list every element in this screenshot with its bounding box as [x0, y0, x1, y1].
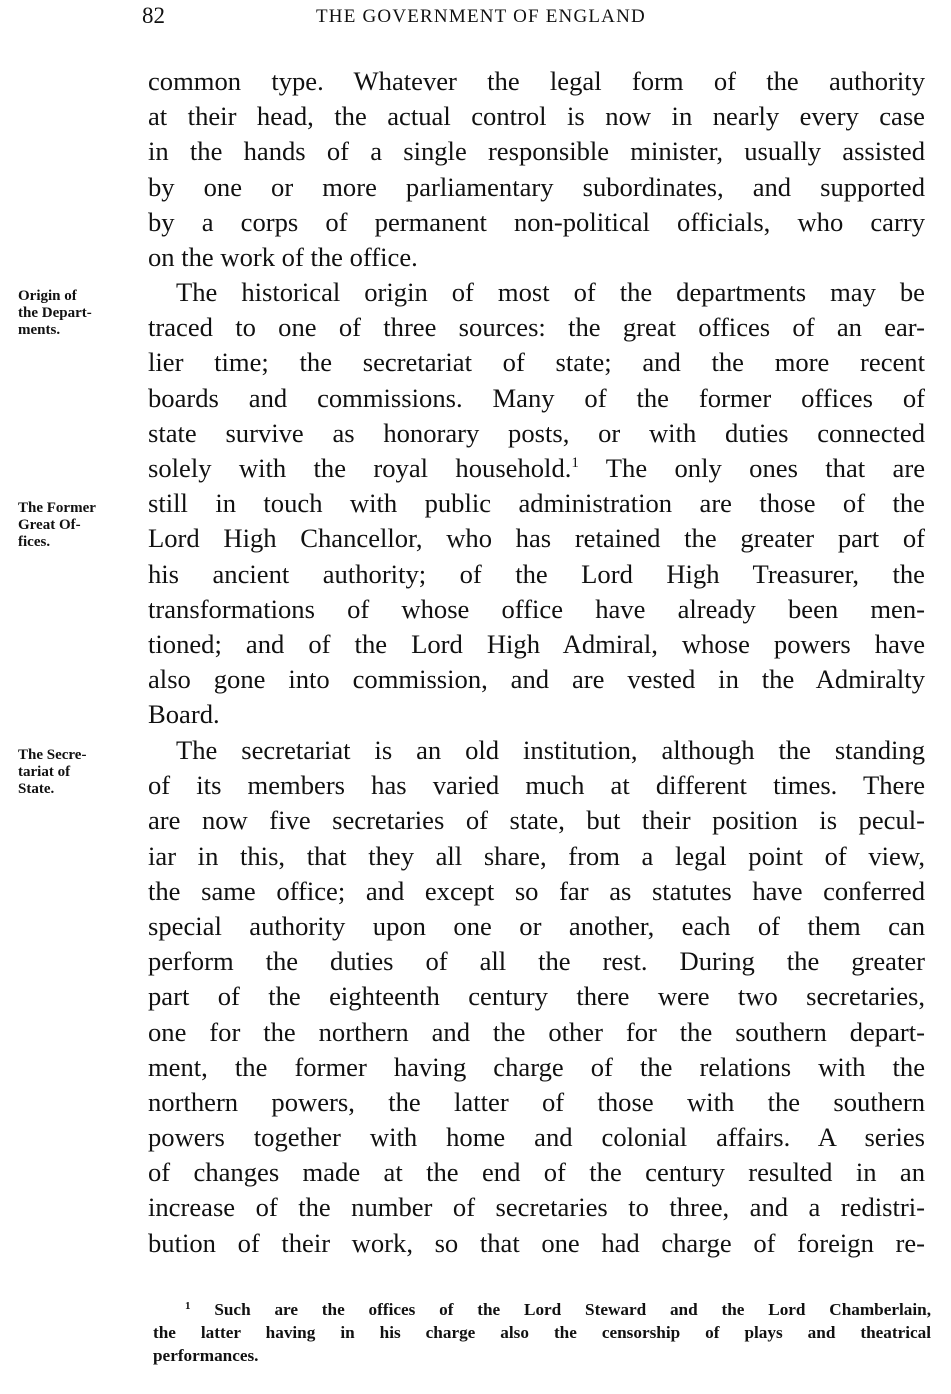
sidenote-line: The Secre-: [18, 747, 87, 763]
running-header: [0, 2, 951, 32]
text-line: increase of the number of secretaries to three, and a redistri-: [148, 1192, 925, 1223]
footnote-reference[interactable]: 1: [571, 454, 579, 471]
text-segment: The only ones that are: [578, 452, 925, 483]
sidenote-secretariat-of-state: [18, 747, 136, 798]
text-line: on the work of the office.: [148, 241, 418, 272]
text-line: The secretariat is an old institution, although the standing: [176, 735, 925, 765]
text-line: Lord High Chancellor, who has retained the greater part of: [148, 523, 925, 554]
sidenote-line: fices.: [18, 534, 51, 550]
footnote-marker: 1: [185, 1300, 191, 1312]
page-number: 82: [142, 3, 165, 28]
text-line: in the hands of a single responsible minister, usually assisted: [148, 136, 925, 167]
sidenote-origin-of-departments: [18, 288, 136, 339]
text-line: common type. Whatever the legal form of the authority: [148, 66, 925, 96]
text-line: iar in this, that they all share, from a legal point of view,: [148, 840, 925, 871]
sidenote-line: Origin of: [18, 288, 77, 304]
footnote-line: [153, 1298, 931, 1321]
text-line: of changes made at the end of the century resulted in an: [148, 1157, 925, 1188]
sidenote-line: State.: [18, 781, 55, 797]
text-line: tioned; and of the Lord High Admiral, whose powers have: [148, 628, 925, 659]
text-line: one for the northern and the other for the southern depart-: [148, 1016, 925, 1047]
text-line: Board.: [148, 699, 220, 730]
text-line: state survive as honorary posts, or with duties connected: [148, 417, 925, 448]
text-line: still in touch with public administration are those of the: [148, 488, 925, 519]
text-line: special authority upon one or another, each of them can: [148, 910, 925, 941]
sidenote-line: tariat of: [18, 764, 71, 780]
text-line: of its members has varied much at different times. There: [148, 770, 925, 801]
text-line: lier time; the secretariat of state; and the more recent: [148, 347, 925, 378]
text-line: boards and commissions. Many of the former offices of: [148, 382, 925, 413]
text-line: at their head, the actual control is now in nearly every case: [148, 101, 925, 132]
running-title: THE GOVERNMENT OF ENGLAND: [316, 6, 646, 27]
footnote-line: performances.: [153, 1346, 259, 1365]
text-segment: solely with the royal household.: [148, 452, 572, 483]
text-line: powers together with home and colonial affairs. A series: [148, 1122, 925, 1153]
text-segment: Such are the offices of the Lord Steward and the Lord Chamberlain,: [190, 1300, 931, 1319]
footnote-line: the latter having in his charge also the censorship of plays and theatrical: [153, 1323, 931, 1342]
sidenote-line: ments.: [18, 322, 61, 338]
text-line: northern powers, the latter of those with the southern: [148, 1086, 925, 1117]
text-line: The historical origin of most of the departments may be: [176, 277, 925, 307]
sidenote-line: the Depart-: [18, 305, 92, 321]
sidenote-line: Great Of-: [18, 517, 81, 533]
text-line: are now five secretaries of state, but their position is pecul-: [148, 805, 925, 836]
text-line: transformations of whose office have already been men-: [148, 593, 925, 624]
text-line: bution of their work, so that one had charge of foreign re-: [148, 1227, 925, 1258]
text-line: by a corps of permanent non-political officials, who carry: [148, 206, 925, 237]
paragraph-origin-of-departments: [148, 275, 925, 732]
sidenote-line: The Former: [18, 500, 96, 516]
text-line: by one or more parliamentary subordinates, and supported: [148, 171, 925, 202]
text-line: part of the eighteenth century there were two secretaries,: [148, 981, 925, 1012]
sidenote-former-great-offices: [18, 500, 136, 551]
text-line: ment, the former having charge of the relations with the: [148, 1051, 925, 1082]
text-line: perform the duties of all the rest. During the greater: [148, 946, 925, 977]
text-line: the same office; and except so far as statutes have conferred: [148, 875, 925, 906]
text-line: his ancient authority; of the Lord High Treasurer, the: [148, 558, 925, 589]
footnote: [153, 1298, 931, 1367]
text-line-with-footnote-ref: [148, 451, 925, 486]
text-line: traced to one of three sources: the great offices of an ear-: [148, 312, 925, 343]
text-line: also gone into commission, and are vested in the Admiralty: [148, 664, 925, 695]
paragraph-continuation: [148, 64, 925, 275]
paragraph-secretariat-of-state: [148, 733, 925, 1261]
